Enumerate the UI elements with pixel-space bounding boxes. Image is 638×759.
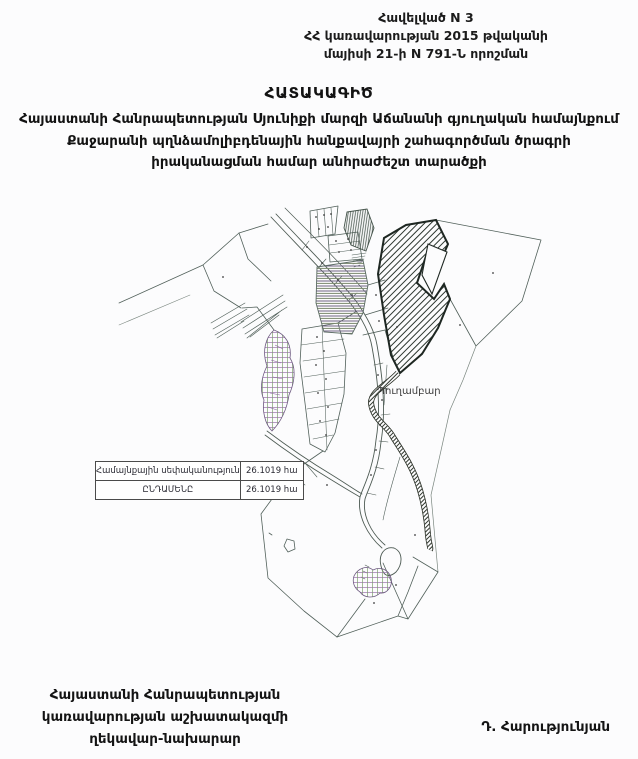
area-table [95, 461, 304, 500]
table-row [96, 462, 304, 481]
area-value-cell: 26.1019 հա [240, 462, 303, 481]
plan-title-line: Հայաստանի Հանրապետության Սյունիքի մարզի Աճանանի գյուղական համայնքում [19, 112, 619, 127]
area-label-cell: Համայնքային սեփականություն [96, 462, 241, 481]
cadastral-map [95, 195, 545, 665]
map-place-label: Պուղամբար [377, 386, 441, 397]
signature-line: կառավարության աշխատակազմի [41, 709, 289, 725]
village-cluster [261, 330, 294, 431]
plan-title-line: իրականացման համար անհրաժեշտ տարածքի [151, 155, 487, 170]
striped-parcel [316, 260, 368, 334]
annex-header-line: ՀՀ կառավարության 2015 թվականի [304, 28, 548, 43]
hatched-parcel-small [344, 209, 374, 251]
hatched-parcel-large [378, 220, 450, 373]
page-title: ՀԱՏԱԿԱԳԻԾ [264, 84, 374, 102]
annex-header-line: մայիսի 21-ի N 791-Ն որոշման [323, 46, 529, 61]
plan-title-line: Քաջարանի պղնձամոլիբդենային հանքավայրի շահագործման ծրագրի [67, 133, 571, 149]
signature-block-left [14, 684, 316, 750]
signature-line: ղեկավար-նախարար [89, 731, 241, 747]
area-value-cell: 26.1019 հա [240, 481, 303, 500]
signatory-name: Դ. Հարությունյան [481, 719, 610, 735]
hatched-ribbon [371, 373, 430, 550]
table-row [96, 481, 304, 500]
annex-header-line: Հավելված N 3 [378, 10, 474, 25]
plan-title-block [0, 84, 638, 174]
area-label-cell: ԸՆԴԱՄԵՆԸ [96, 481, 241, 500]
signature-line: Հայաստանի Հանրապետության [49, 687, 281, 703]
settlement-cluster [353, 568, 391, 597]
annex-header [240, 9, 612, 63]
